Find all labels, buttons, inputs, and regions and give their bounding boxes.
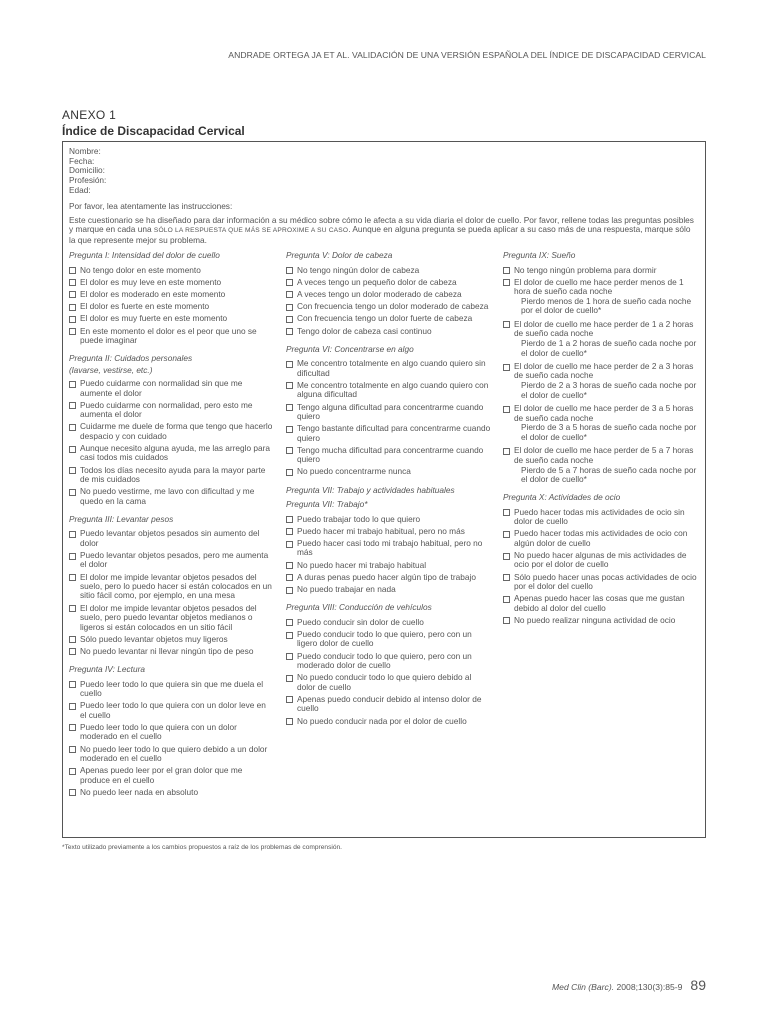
answer-option[interactable] (286, 278, 491, 287)
answer-option[interactable] (69, 680, 274, 699)
intro-paragraph (69, 216, 699, 245)
checkbox-icon[interactable] (286, 653, 293, 660)
checkbox-icon[interactable] (69, 681, 76, 688)
checkbox-icon[interactable] (503, 596, 510, 603)
answer-option[interactable] (286, 467, 491, 476)
option-text: A veces tengo un pequeño dolor de cabeza (296, 276, 457, 287)
option-text: Puedo cuidarme con normalidad sin que me aumente el dolor (80, 378, 243, 398)
intro-text-part2: . Aunque en alguna pregunta se pueda aplicar a su caso más de una respuesta, marque sólo la que represente mejor su problema. (69, 224, 691, 245)
option-text: Me concentro totalmente en algo cuando quiero con alguna dificultad (296, 379, 489, 400)
option-text: El dolor es muy leve en este momento (80, 276, 222, 287)
question-9 (503, 251, 699, 484)
answer-option[interactable] (69, 701, 274, 720)
answer-option[interactable] (69, 401, 274, 420)
date-field-label: Fecha: (69, 155, 95, 166)
annex-title: Índice de Discapacidad Cervical (62, 124, 245, 138)
checkbox-icon[interactable] (286, 696, 293, 703)
option-alt-text: Pierdo de 3 a 5 horas de sueño cada noche por el dolor de cuello* (520, 422, 697, 442)
instructions-line: Por favor, lea atentamente las instrucciones: (69, 200, 233, 211)
answer-option[interactable] (69, 487, 274, 506)
checkbox-icon[interactable] (503, 321, 510, 328)
checkbox-icon[interactable] (69, 531, 76, 538)
checkbox-icon[interactable] (286, 267, 293, 274)
question-title: Pregunta V: Dolor de cabeza (285, 250, 393, 261)
option-alt-text: Pierdo de 1 a 2 horas de sueño cada noche por el dolor de cuello* (520, 338, 697, 358)
intro-text-part1: Este cuestionario se ha diseñado para dar información a su médico sobre cómo le afecta a su vida diaria el dolor de cuello. Por favor, rellene todas las preguntas posibles y marque en cada una (69, 214, 694, 235)
answer-option[interactable] (69, 290, 274, 299)
answer-option[interactable] (286, 695, 491, 714)
question-title: Pregunta I: Intensidad del dolor de cuello (69, 250, 220, 261)
checkbox-icon[interactable] (503, 509, 510, 516)
answer-option[interactable] (503, 616, 699, 625)
option-text: A veces tengo un dolor moderado de cabeza (296, 288, 462, 299)
checkbox-icon[interactable] (286, 541, 293, 548)
option-text: Con frecuencia tengo un dolor moderado de cabeza (296, 301, 489, 312)
checkbox-icon[interactable] (503, 267, 510, 274)
checkbox-icon[interactable] (286, 574, 293, 581)
option-text: El dolor me impide levantar objetos pesados del suelo, pero lo puedo hacer si están colocados en un sitio fácil como, por ejemplo, en una mesa (80, 571, 272, 601)
option-text: No puedo concentrarme nunca (296, 466, 411, 477)
option-text: Puedo leer todo lo que quiera con un dolor leve en el cuello (80, 700, 266, 720)
option-text: Cuidarme me duele de forma que tengo que hacerlo despacio y con cuidado (80, 421, 273, 441)
questions-column-2 (280, 251, 497, 806)
questions-column-1 (69, 251, 280, 806)
option-text: Sólo puedo hacer unas pocas actividades de ocio por el dolor del cuello (513, 571, 697, 592)
answer-option[interactable] (69, 327, 274, 346)
answer-option[interactable] (503, 573, 699, 592)
question-6 (286, 345, 491, 477)
option-text: No puedo leer nada en absoluto (80, 786, 199, 797)
answer-option[interactable] (503, 278, 699, 297)
answer-option[interactable] (286, 327, 491, 336)
option-alt-text: Pierdo menos de 1 hora de sueño cada noche por el dolor de cuello* (520, 296, 692, 316)
option-text: El dolor es muy fuerte en este momento (80, 313, 228, 324)
option-text: El dolor de cuello me hace perder menos de 1 hora de sueño cada noche (513, 276, 684, 297)
checkbox-icon[interactable] (69, 789, 76, 796)
option-text: No puedo realizar ninguna actividad de ocio (513, 614, 676, 625)
checkbox-icon[interactable] (503, 617, 510, 624)
option-text: No puedo hacer algunas de mis actividades de ocio por el dolor de cuello (513, 550, 687, 570)
option-alt-text: Pierdo de 5 a 7 horas de sueño cada noche por el dolor de cuello* (520, 464, 697, 484)
checkbox-icon[interactable] (286, 279, 293, 286)
checkbox-icon[interactable] (286, 291, 293, 298)
option-text: No puedo hacer mi trabajo habitual (296, 559, 427, 570)
answer-option[interactable] (286, 573, 491, 582)
option-text: El dolor me impide levantar objetos pesados del suelo, pero puedo levantar objetos medianos o ligeros si están colocados en un sitio fácil (80, 602, 257, 632)
question-4 (69, 665, 274, 797)
option-text: Apenas puedo conducir debido al intenso dolor de cuello (296, 693, 482, 714)
answer-option[interactable] (286, 630, 491, 649)
answer-option[interactable] (69, 745, 274, 764)
question-7 (286, 486, 491, 595)
page-number: 89 (690, 977, 706, 993)
checkbox-icon[interactable] (503, 448, 510, 455)
checkbox-icon[interactable] (503, 531, 510, 538)
questions-columns (69, 251, 699, 806)
checkbox-icon[interactable] (286, 516, 293, 523)
checkbox-icon[interactable] (69, 605, 76, 612)
option-text: Puedo hacer todas mis actividades de ocio sin dolor de cuello (513, 506, 685, 527)
answer-option[interactable] (69, 466, 274, 485)
answer-option[interactable] (69, 302, 274, 311)
checkbox-icon[interactable] (69, 304, 76, 311)
answer-option[interactable] (286, 717, 491, 726)
question-subtitle: (lavarse, vestirse, etc.) (69, 364, 153, 375)
answer-option[interactable] (286, 527, 491, 536)
checkbox-icon[interactable] (286, 328, 293, 335)
question-5 (286, 251, 491, 336)
checkbox-icon[interactable] (286, 316, 293, 323)
option-text: Apenas puedo hacer las cosas que me gustan debido al dolor del cuello (513, 593, 685, 613)
option-text: En este momento el dolor es el peor que uno se puede imaginar (80, 325, 257, 345)
checkbox-icon[interactable] (69, 636, 76, 643)
answer-option[interactable] (286, 314, 491, 323)
checkbox-icon[interactable] (69, 553, 76, 560)
questionnaire-form (62, 141, 706, 838)
checkbox-icon[interactable] (69, 648, 76, 655)
answer-option[interactable] (69, 444, 274, 463)
checkbox-icon[interactable] (69, 424, 76, 431)
checkbox-icon[interactable] (69, 279, 76, 286)
option-text: Puedo trabajar todo lo que quiero (296, 513, 421, 524)
option-text: No puedo conducir nada por el dolor de cuello (296, 715, 467, 726)
answer-option[interactable] (286, 618, 491, 627)
answer-option[interactable] (286, 515, 491, 524)
answer-option[interactable] (286, 585, 491, 594)
option-text: Puedo leer todo lo que quiera con un dolor moderado en el cuello (80, 721, 237, 742)
checkbox-icon[interactable] (69, 381, 76, 388)
answer-option[interactable] (286, 359, 491, 378)
answer-option[interactable] (286, 446, 491, 465)
option-text: Con frecuencia tengo un dolor fuerte de cabeza (296, 313, 473, 324)
option-text: Puedo levantar objetos pesados sin aumento del dolor (80, 528, 260, 548)
page-footer (552, 977, 706, 993)
question-title: Pregunta II: Cuidados personales (69, 353, 193, 364)
answer-option[interactable] (69, 604, 274, 632)
answer-option[interactable] (286, 403, 491, 422)
answer-option[interactable] (503, 508, 699, 527)
answer-option[interactable] (286, 290, 491, 299)
answer-option[interactable] (69, 788, 274, 797)
answer-option[interactable] (69, 379, 274, 398)
question-3 (69, 515, 274, 656)
address-field-label: Domicilio: (69, 165, 105, 176)
question-title: Pregunta X: Actividades de ocio (502, 492, 621, 503)
answer-option[interactable] (69, 278, 274, 287)
citation-details: 2008;130(3):85-9 (616, 982, 683, 992)
option-alt-text: Pierdo de 2 a 3 horas de sueño cada noche por el dolor de cuello* (520, 380, 697, 400)
checkbox-icon[interactable] (286, 447, 293, 454)
answer-option[interactable] (69, 635, 274, 644)
answer-option[interactable] (69, 766, 274, 785)
checkbox-icon[interactable] (286, 562, 293, 569)
checkbox-icon[interactable] (69, 267, 76, 274)
answer-option[interactable] (69, 422, 274, 441)
running-header: ANDRADE ORTEGA JA ET AL. VALIDACIÓN DE UNA VERSIÓN ESPAÑOLA DEL ÍNDICE DE DISCAPACIDAD CERVICAL (228, 50, 706, 60)
option-text: No puedo trabajar en nada (296, 584, 396, 595)
age-field-label: Edad: (69, 184, 91, 195)
answer-option[interactable] (286, 381, 491, 400)
option-text: El dolor de cuello me hace perder de 3 a 5 horas de sueño cada noche (513, 403, 694, 423)
checkbox-icon[interactable] (503, 406, 510, 413)
checkbox-icon[interactable] (69, 446, 76, 453)
question-1 (69, 251, 274, 345)
answer-option[interactable] (286, 424, 491, 443)
question-title: Pregunta III: Levantar pesos (69, 514, 174, 525)
option-text: Sólo puedo levantar objetos muy ligeros (80, 633, 228, 644)
profession-field-label: Profesión: (69, 175, 107, 186)
checkbox-icon[interactable] (69, 291, 76, 298)
option-text: Tengo alguna dificultad para concentrarme cuando quiero (296, 401, 484, 421)
answer-option[interactable] (503, 551, 699, 570)
option-text: Tengo dolor de cabeza casi continuo (296, 325, 432, 336)
checkbox-icon[interactable] (286, 675, 293, 682)
option-text: Puedo hacer mi trabajo habitual, pero no más (296, 525, 465, 536)
checkbox-icon[interactable] (286, 304, 293, 311)
checkbox-icon[interactable] (69, 328, 76, 335)
checkbox-icon[interactable] (286, 619, 293, 626)
option-text: No puedo conducir todo lo que quiero debido al dolor de cuello (296, 672, 472, 692)
answer-option[interactable] (286, 266, 491, 275)
question-title: Pregunta IV: Lectura (69, 664, 145, 675)
option-text: No tengo ningún problema para dormir (513, 264, 657, 275)
question-title: Pregunta VII: Trabajo y actividades habituales (285, 484, 455, 495)
checkbox-icon[interactable] (503, 279, 510, 286)
option-text: Puedo hacer todas mis actividades de ocio con algún dolor de cuello (513, 528, 688, 548)
option-text: Puedo conducir sin dolor de cuello (296, 616, 424, 627)
checkbox-icon[interactable] (69, 724, 76, 731)
question-2 (69, 354, 274, 506)
answer-option[interactable] (503, 529, 699, 548)
checkbox-icon[interactable] (69, 746, 76, 753)
option-text: No puedo levantar ni llevar ningún tipo de peso (80, 645, 254, 656)
answer-option[interactable] (503, 594, 699, 613)
answer-option[interactable] (503, 266, 699, 275)
name-field-label: Nombre: (69, 146, 101, 156)
option-text: A duras penas puedo hacer algún tipo de trabajo (296, 571, 476, 582)
checkbox-icon[interactable] (286, 426, 293, 433)
answer-option[interactable] (69, 573, 274, 601)
identification-fields (69, 147, 699, 196)
answer-option[interactable] (69, 647, 274, 656)
answer-option[interactable] (69, 314, 274, 323)
answer-option[interactable] (69, 723, 274, 742)
option-text: Tengo mucha dificultad para concentrarme cuando quiero (296, 444, 484, 465)
checkbox-icon[interactable] (286, 632, 293, 639)
question-title: Pregunta VIII: Conducción de vehículos (285, 602, 432, 613)
checkbox-icon[interactable] (286, 718, 293, 725)
question-8 (286, 603, 491, 725)
option-text: Me concentro totalmente en algo cuando quiero sin dificultad (296, 358, 486, 378)
answer-option[interactable] (286, 302, 491, 311)
answer-option[interactable] (69, 529, 274, 548)
annex-label: ANEXO 1 (62, 108, 117, 122)
option-text: Puedo conducir todo lo que quiero, pero con un ligero dolor de cuello (296, 629, 472, 649)
option-text: Puedo conducir todo lo que quiero, pero con un moderado dolor de cuello (296, 650, 472, 671)
answer-option[interactable] (286, 561, 491, 570)
answer-option[interactable] (69, 266, 274, 275)
answer-option[interactable] (503, 446, 699, 465)
checkbox-icon[interactable] (69, 316, 76, 323)
checkbox-icon[interactable] (503, 574, 510, 581)
option-text: Tengo bastante dificultad para concentrarme cuando quiero (296, 423, 491, 443)
journal-citation (552, 982, 682, 992)
journal-name: Med Clin (Barc). (552, 982, 615, 992)
checkbox-icon[interactable] (286, 528, 293, 535)
question-alt-title: Pregunta VII: Trabajo* (285, 499, 368, 510)
option-text: El dolor de cuello me hace perder de 2 a 3 horas de sueño cada noche (513, 361, 694, 381)
question-10 (503, 493, 699, 625)
option-text: No puedo leer todo lo que quiero debido a un dolor moderado en el cuello (80, 743, 268, 763)
answer-option[interactable] (503, 404, 699, 423)
option-text: Todos los días necesito ayuda para la mayor parte de mis cuidados (80, 464, 266, 485)
answer-option[interactable] (503, 320, 699, 339)
option-text: El dolor de cuello me hace perder de 5 a 7 horas de sueño cada noche (513, 445, 694, 465)
answer-option[interactable] (503, 362, 699, 381)
checkbox-icon[interactable] (286, 404, 293, 411)
checkbox-icon[interactable] (69, 489, 76, 496)
checkbox-icon[interactable] (286, 382, 293, 389)
intro-text-smallcaps: SÓLO LA RESPUESTA QUE MÁS SE APROXIME A SU CASO (153, 227, 349, 235)
option-text: El dolor es fuerte en este momento (80, 301, 210, 312)
option-text: El dolor es moderado en este momento (80, 288, 226, 299)
question-title: Pregunta VI: Concentrarse en algo (285, 343, 414, 354)
checkbox-icon[interactable] (503, 364, 510, 371)
answer-option[interactable] (69, 551, 274, 570)
option-text: Puedo cuidarme con normalidad, pero esto me aumenta el dolor (80, 399, 253, 420)
answer-option[interactable] (286, 652, 491, 671)
option-text: Puedo levantar objetos pesados, pero me aumenta el dolor (80, 550, 269, 570)
option-text: El dolor de cuello me hace perder de 1 a 2 horas de sueño cada noche (513, 318, 694, 339)
option-text: Apenas puedo leer por el gran dolor que me produce en el cuello (80, 765, 243, 785)
question-title: Pregunta IX: Sueño (502, 250, 576, 261)
option-text: No tengo ningún dolor de cabeza (296, 264, 420, 275)
checkbox-icon[interactable] (69, 703, 76, 710)
option-text: Puedo hacer casi todo mi trabajo habitual, pero no más (296, 538, 483, 558)
option-text: Aunque necesito alguna ayuda, me las arreglo para casi todos mis cuidados (80, 443, 271, 463)
option-text: No tengo dolor en este momento (80, 264, 201, 275)
checkbox-icon[interactable] (69, 574, 76, 581)
footnote: *Texto utilizado previamente a los cambios propuestos a raíz de los problemas de comprensión. (62, 844, 343, 851)
questions-column-3 (497, 251, 699, 806)
checkbox-icon[interactable] (69, 402, 76, 409)
answer-option[interactable] (286, 673, 491, 692)
checkbox-icon[interactable] (69, 768, 76, 775)
checkbox-icon[interactable] (286, 361, 293, 368)
option-text: Puedo leer todo lo que quiera sin que me duela el cuello (80, 678, 264, 699)
checkbox-icon[interactable] (286, 587, 293, 594)
checkbox-icon[interactable] (503, 553, 510, 560)
checkbox-icon[interactable] (286, 469, 293, 476)
option-text: No puedo vestirme, me lavo con dificultad y me quedo en la cama (80, 486, 255, 506)
answer-option[interactable] (286, 539, 491, 558)
checkbox-icon[interactable] (69, 467, 76, 474)
